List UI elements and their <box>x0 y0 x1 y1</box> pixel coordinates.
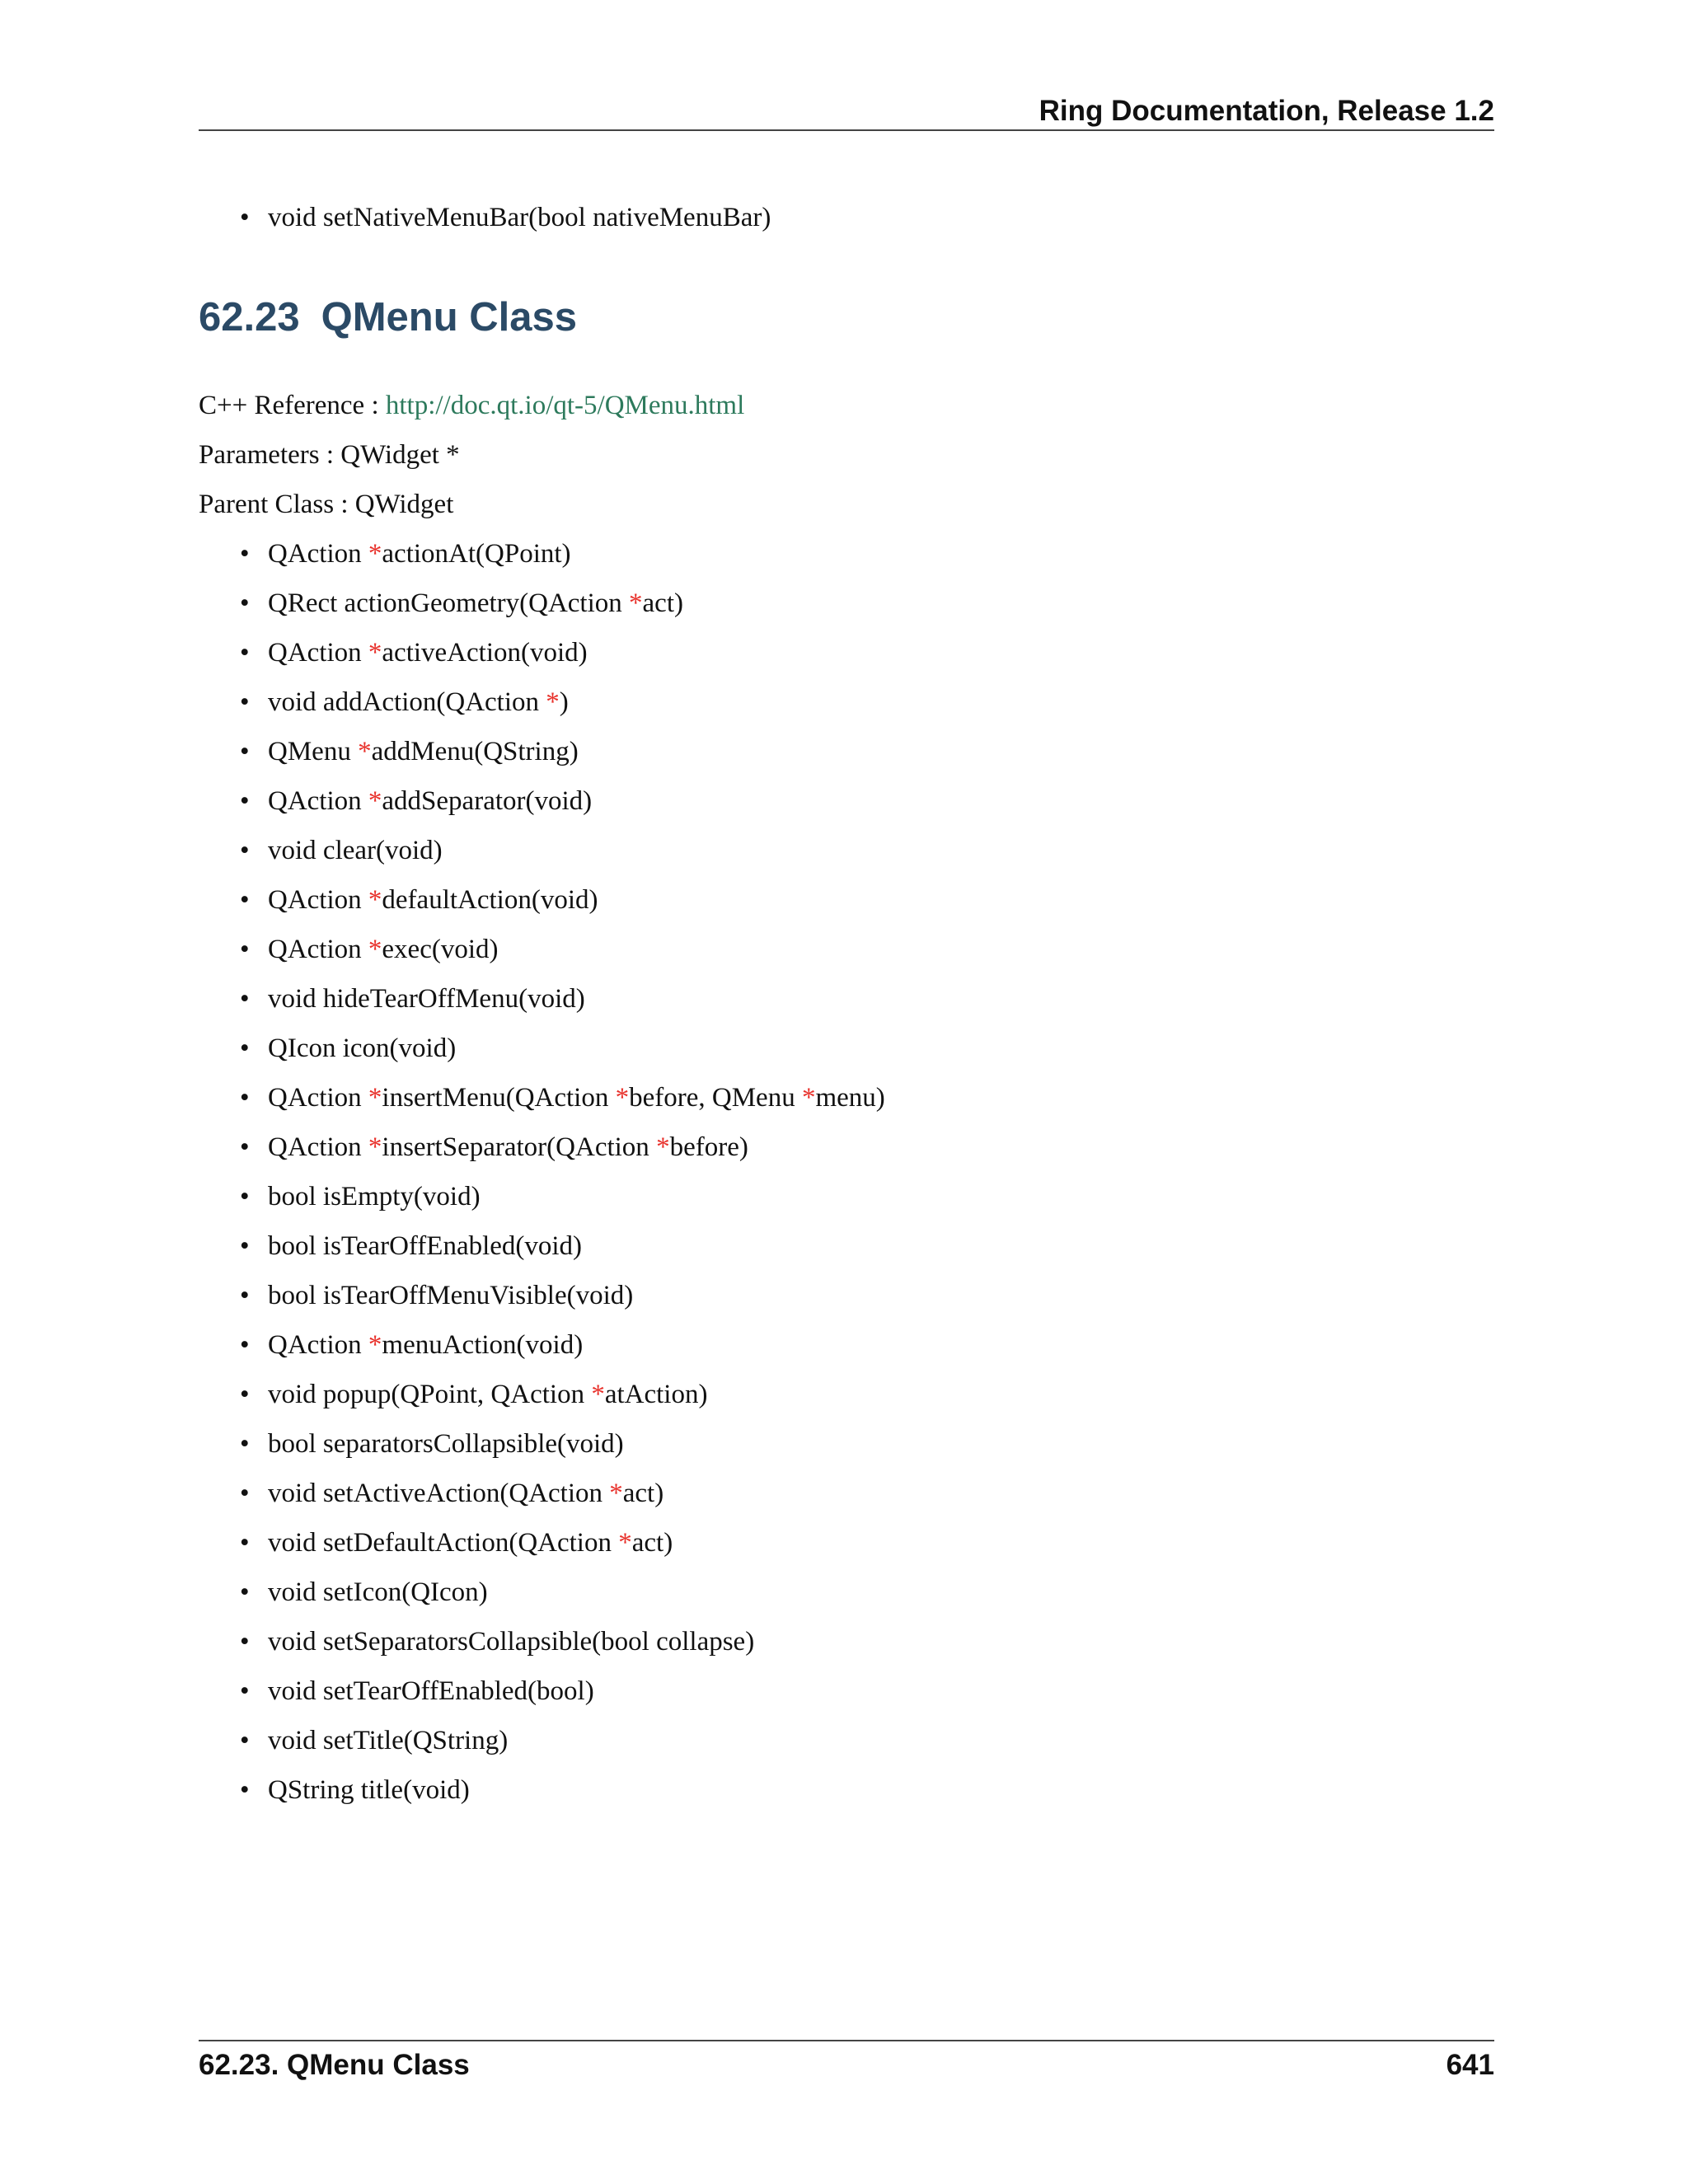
section-number: 62.23 <box>199 295 300 340</box>
method-item: • QAction *menuAction(void) <box>240 1320 885 1370</box>
method-item: • void setTitle(QString) <box>240 1716 885 1765</box>
document-page <box>199 0 1494 2184</box>
cpp-reference-label: C++ Reference : <box>199 391 379 420</box>
method-item: • QAction *addSeparator(void) <box>240 776 885 826</box>
pointer-asterisk: * <box>358 737 372 766</box>
method-item: • bool isTearOffMenuVisible(void) <box>240 1271 885 1320</box>
pointer-asterisk: * <box>656 1132 670 1162</box>
method-item: • QAction *defaultAction(void) <box>240 875 885 925</box>
method-item: • QString title(void) <box>240 1765 885 1815</box>
running-footer <box>199 2047 1494 2083</box>
running-header: Ring Documentation, Release 1.2 <box>1039 95 1494 127</box>
method-item: • bool separatorsCollapsible(void) <box>240 1419 885 1469</box>
pointer-asterisk: * <box>368 786 382 816</box>
method-item: • void hideTearOffMenu(void) <box>240 974 885 1024</box>
pointer-asterisk: * <box>368 1083 382 1113</box>
cpp-reference-line <box>199 381 744 430</box>
parameters-line: Parameters : QWidget * <box>199 440 460 470</box>
footer-rule <box>199 2040 1494 2041</box>
method-item: • void setDefaultAction(QAction *act) <box>240 1518 885 1568</box>
pointer-asterisk: * <box>368 885 382 915</box>
method-item: • void setNativeMenuBar(bool nativeMenuBar) <box>240 193 771 242</box>
pointer-asterisk: * <box>368 539 382 569</box>
pointer-asterisk: * <box>368 638 382 668</box>
method-item: • bool isTearOffEnabled(void) <box>240 1221 885 1271</box>
method-item: • void setSeparatorsCollapsible(bool collapse) <box>240 1617 885 1666</box>
pointer-asterisk: * <box>368 1330 382 1360</box>
section-title <box>199 293 577 342</box>
method-item: • QAction *activeAction(void) <box>240 628 885 677</box>
method-item: • QAction *actionAt(QPoint) <box>240 529 885 579</box>
pointer-asterisk: * <box>368 1132 382 1162</box>
method-item: • QAction *exec(void) <box>240 925 885 974</box>
pointer-asterisk: * <box>618 1528 632 1558</box>
method-item: • void setActiveAction(QAction *act) <box>240 1469 885 1518</box>
method-item: • void clear(void) <box>240 826 885 875</box>
pointer-asterisk: * <box>609 1479 623 1508</box>
method-item: • bool isEmpty(void) <box>240 1172 885 1221</box>
cpp-reference-link[interactable]: http://doc.qt.io/qt-5/QMenu.html <box>385 391 745 420</box>
method-item: • QIcon icon(void) <box>240 1024 885 1073</box>
header-rule <box>199 129 1494 131</box>
method-item: • void popup(QPoint, QAction *atAction) <box>240 1370 885 1419</box>
parent-class-line: Parent Class : QWidget <box>199 490 454 519</box>
pointer-asterisk: * <box>368 935 382 964</box>
pointer-asterisk: * <box>591 1380 605 1409</box>
method-item: • QAction *insertSeparator(QAction *before) <box>240 1122 885 1172</box>
intro-method-list <box>240 193 771 242</box>
method-item: • QMenu *addMenu(QString) <box>240 727 885 776</box>
method-item: • QRect actionGeometry(QAction *act) <box>240 579 885 628</box>
method-item: • void setIcon(QIcon) <box>240 1568 885 1617</box>
page-number: 641 <box>1446 2049 1494 2081</box>
method-list <box>240 529 885 1815</box>
method-item: • void setTearOffEnabled(bool) <box>240 1666 885 1716</box>
pointer-asterisk: * <box>546 687 560 717</box>
pointer-asterisk: * <box>615 1083 630 1113</box>
pointer-asterisk: * <box>801 1083 816 1113</box>
pointer-asterisk: * <box>629 588 643 618</box>
section-title-text: QMenu Class <box>321 295 578 340</box>
method-item: • QAction *insertMenu(QAction *before, QMenu *menu) <box>240 1073 885 1122</box>
method-item: • void addAction(QAction *) <box>240 677 885 727</box>
footer-section-label: 62.23. QMenu Class <box>199 2049 470 2081</box>
